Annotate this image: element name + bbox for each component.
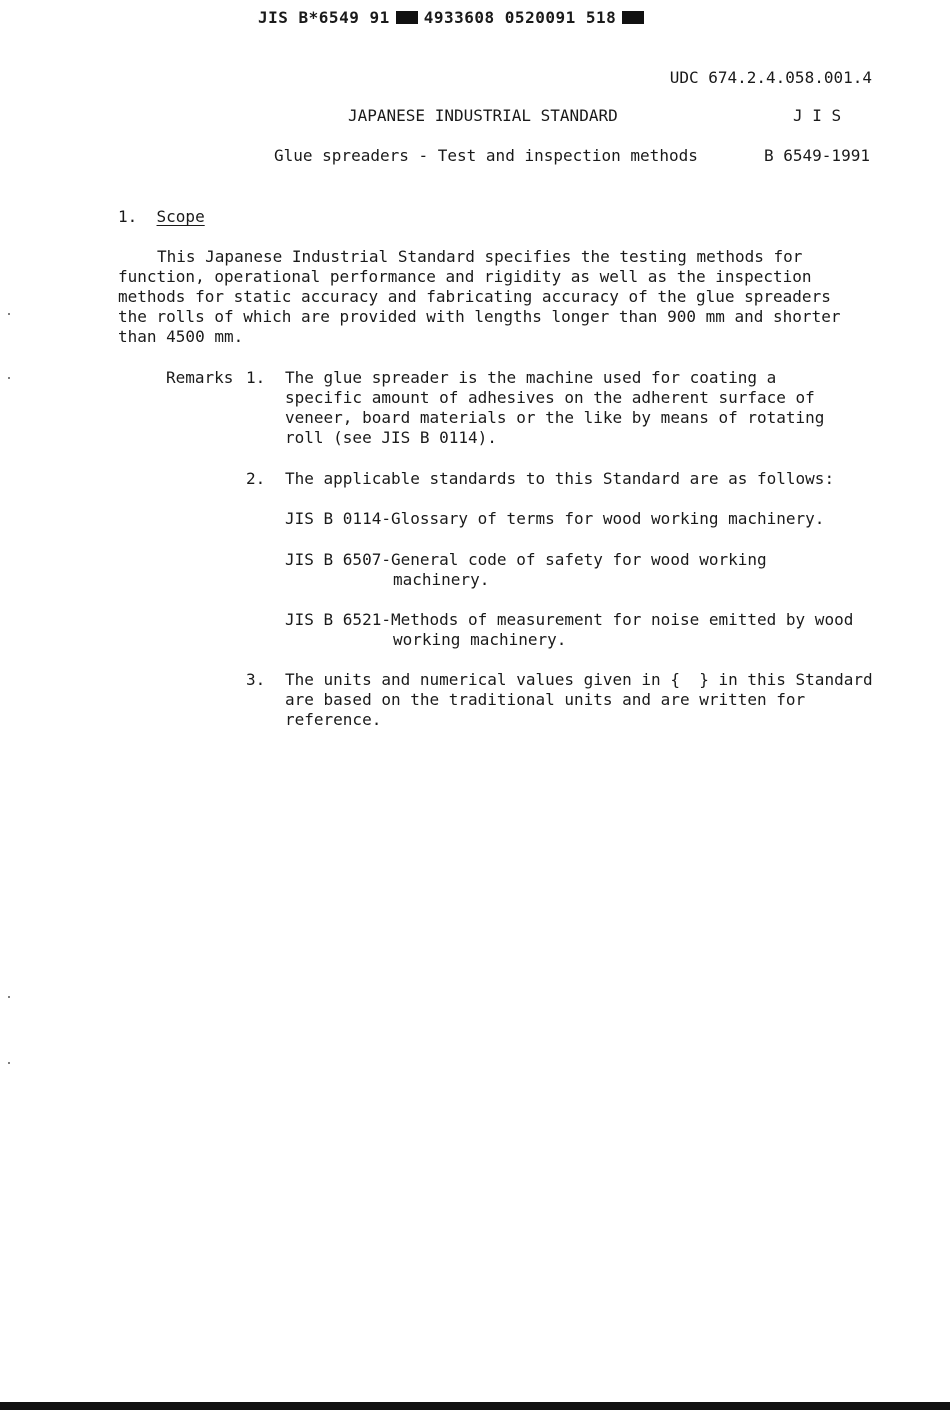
reference-continuation: machinery. [393,570,490,589]
scan-speck [8,1062,10,1064]
paragraph-line: than 4500 mm. [118,327,244,346]
document-title: Glue spreaders - Test and inspection methods [274,146,698,165]
paragraph-line: the rolls of which are provided with lengths longer than 900 mm and shorter [118,307,841,326]
reference-line: JIS B 6507-General code of safety for wood working [285,550,767,569]
control-code-number: 4933608 0520091 518 [423,8,617,27]
scope-paragraph [118,247,878,347]
remarks-label: Remarks [166,368,234,387]
remark-line: The glue spreader is the machine used for coating a [285,368,777,387]
reference-standard [285,550,767,590]
remark-line: roll (see JIS B 0114). [285,428,497,447]
udc-code: UDC 674.2.4.058.001.4 [669,68,872,87]
paragraph-line: function, operational performance and rigidity as well as the inspection [118,267,812,286]
remark-line: specific amount of adhesives on the adherent surface of [285,388,815,407]
control-code-prefix: JIS B*6549 91 [258,8,390,27]
paragraph-line: This Japanese Industrial Standard specifies the testing methods for [157,247,803,266]
redaction-block [622,11,644,24]
remark-line: veneer, board materials or the like by means of rotating [285,408,825,427]
document-number: B 6549-1991 [764,146,870,165]
document-control-code [258,8,650,28]
remark-line: The units and numerical values given in { } in this Standard [285,670,873,689]
remark-line: reference. [285,710,382,729]
remark-number: 1. [246,368,266,387]
reference-line: JIS B 0114-Glossary of terms for wood working machinery. [285,509,825,528]
page-bottom-border [0,1402,950,1410]
paragraph-line: methods for static accuracy and fabricating accuracy of the glue spreaders [118,287,831,306]
jis-mark: J I S [793,106,842,125]
section-title: Scope [156,207,205,226]
remark-number: 3. [246,670,266,689]
scan-speck [8,996,10,998]
section-number: 1. [118,207,138,226]
reference-line: JIS B 6521-Methods of measurement for noise emitted by wood [285,610,854,629]
remark-line: The applicable standards to this Standard are as follows: [285,469,835,488]
redaction-block [396,11,418,24]
remark-line: are based on the traditional units and are written for [285,690,806,709]
reference-continuation: working machinery. [393,630,567,649]
standard-title: JAPANESE INDUSTRIAL STANDARD [348,106,618,125]
scan-speck [8,377,10,379]
reference-standard [285,610,853,650]
reference-standard [285,509,824,529]
section-heading [118,207,205,227]
scan-speck [8,313,10,315]
remark-number: 2. [246,469,266,488]
